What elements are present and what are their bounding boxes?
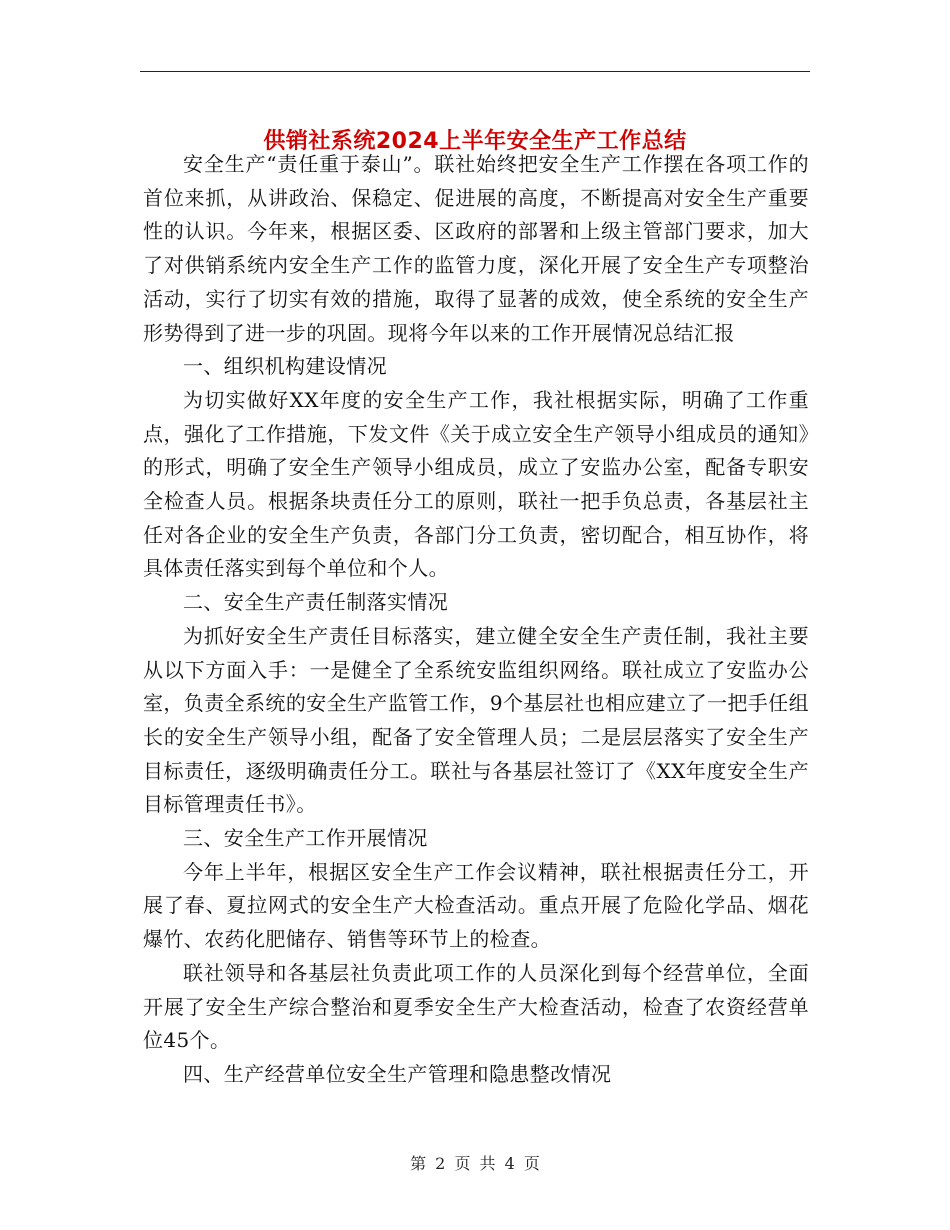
document-body	[143, 148, 809, 1092]
page-number: 第 2 页 共 4 页	[410, 1154, 540, 1173]
paragraph-section-2: 为抓好安全生产责任目标落实，建立健全安全生产责任制，我社主要从以下方面入手：一是健全了全系统安监组织网络。联社成立了安监办公室，负责全系统的安全生产监管工作，9个基层社也相应建立了一把手任组长的安全生产领导小组，配备了安全管理人员；二是层层落实了安全生产目标责任，逐级明确责任分工。联社与各基层社签订了《XX年度安全生产目标管理责任书》。	[143, 623, 809, 817]
section-heading-1: 一、组织机构建设情况	[183, 354, 387, 379]
paragraph-section-3b: 联社领导和各基层社负责此项工作的人员深化到每个经营单位，全面开展了安全生产综合整治和夏季安全生产大检查活动，检查了农资经营单位45个。	[143, 960, 809, 1053]
paragraph-section-1: 为切实做好XX年度的安全生产工作，我社根据实际，明确了工作重点，强化了工作措施，下发文件《关于成立安全生产领导小组成员的通知》的形式，明确了安全生产领导小组成员，成立了安监办公室，配备专职安全检查人员。根据条块责任分工的原则，联社一把手负总责，各基层社主任对各企业的安全生产负责，各部门分工负责，密切配合，相互协作，将具体责任落实到每个单位和个人。	[143, 387, 809, 581]
document-title: 供销社系统2024上半年安全生产工作总结	[263, 128, 687, 154]
paragraph-section-3a: 今年上半年，根据区安全生产工作会议精神，联社根据责任分工，开展了春、夏拉网式的安全生产大检查活动。重点开展了危险化学品、烟花爆竹、农药化肥储存、销售等环节上的检查。	[143, 859, 809, 952]
section-heading-4: 四、生产经营单位安全生产管理和隐患整改情况	[183, 1061, 612, 1086]
section-heading-3: 三、安全生产工作开展情况	[183, 826, 428, 851]
header-rule	[140, 71, 810, 72]
paragraph-intro: 安全生产“责任重于泰山”。联社始终把安全生产工作摆在各项工作的首位来抓，从讲政治、保稳定、促进展的高度，不断提高对安全生产重要性的认识。今年来，根据区委、区政府的部署和上级主管部门要求，加大了对供销系统内安全生产工作的监管力度，深化开展了安全生产专项整治活动，实行了切实有效的措施，取得了显著的成效，使全系统的安全生产形势得到了进一步的巩固。现将今年以来的工作开展情况总结汇报	[143, 152, 809, 345]
section-heading-2: 二、安全生产责任制落实情况	[183, 590, 449, 615]
